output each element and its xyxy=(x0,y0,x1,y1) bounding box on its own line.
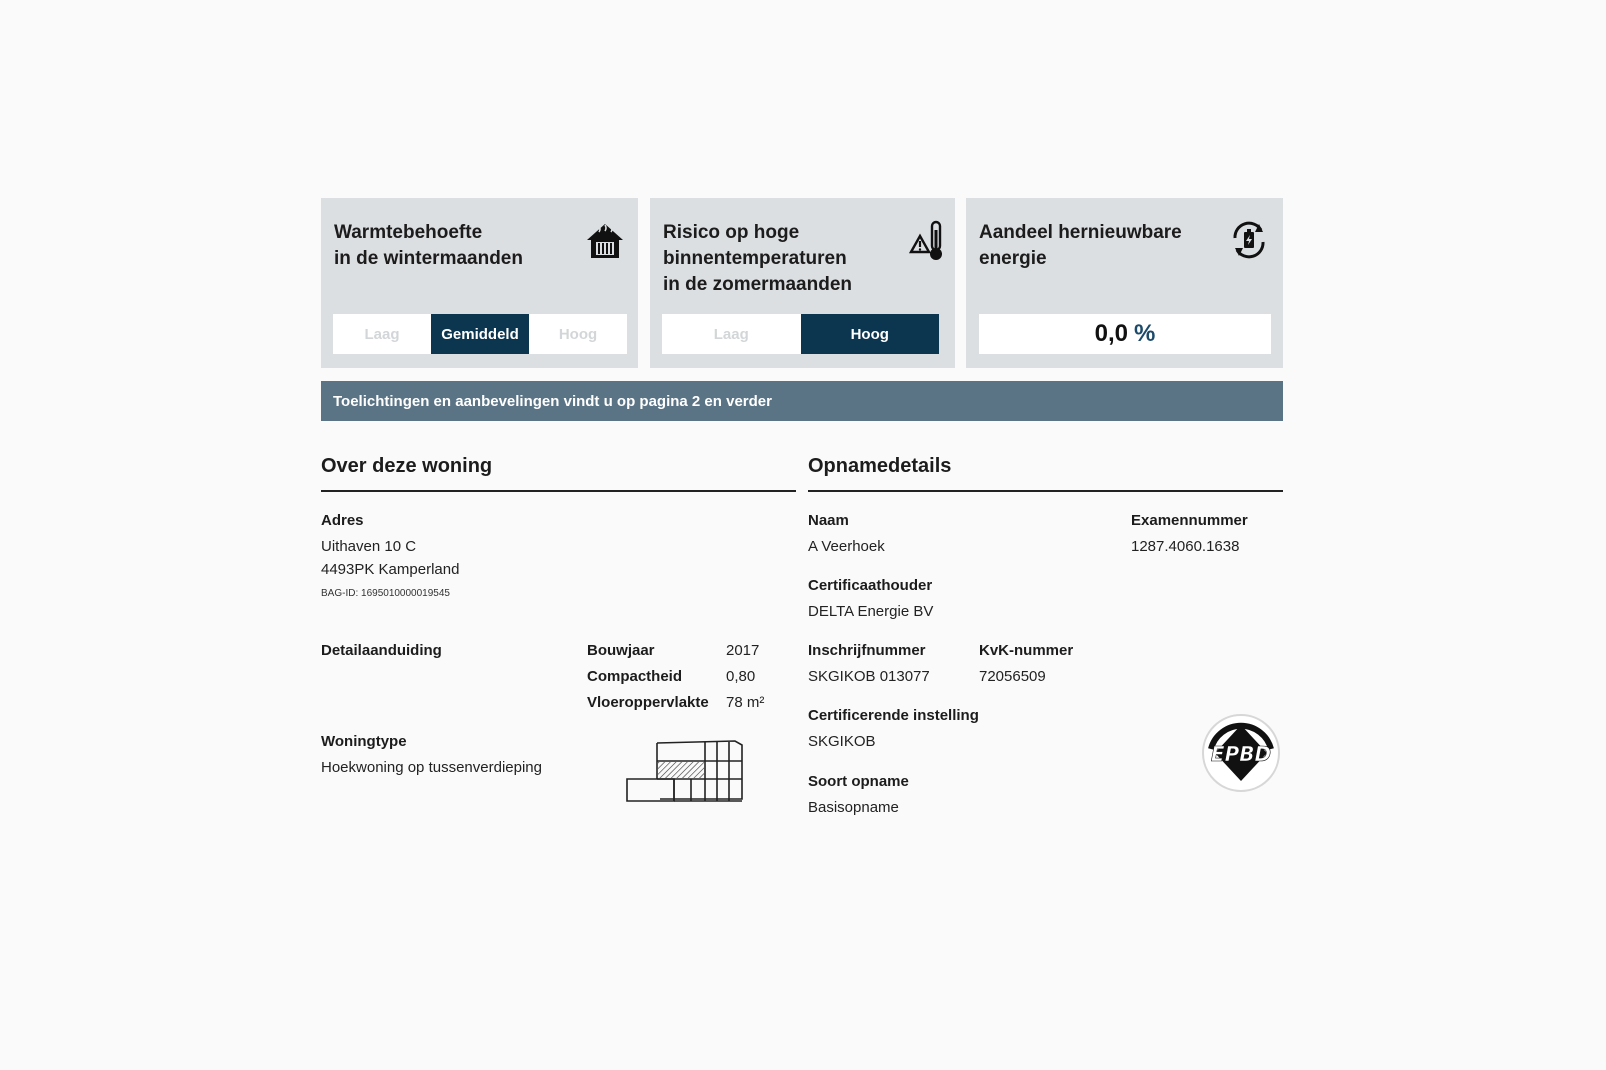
summer-risk-title: Risico op hoge binnentemperaturen in de zomermaanden xyxy=(663,222,852,295)
bag-id: BAG-ID: 1695010000019545 xyxy=(321,588,450,599)
inschrijfnummer-label: Inschrijfnummer xyxy=(808,642,926,659)
percent-unit: % xyxy=(1134,320,1156,347)
recommendations-banner: Toelichtingen en aanbevelingen vindt u op pagina 2 en verder xyxy=(321,381,1283,421)
compactheid-label: Compactheid xyxy=(587,668,683,685)
naam-label: Naam xyxy=(808,512,849,529)
recycle-battery-icon xyxy=(1227,218,1271,262)
certificerende-instelling-value: SKGIKOB xyxy=(808,733,876,750)
heat-demand-scale xyxy=(333,314,627,354)
summer-risk-scale xyxy=(662,314,939,354)
epbd-logo-text: EPBD xyxy=(1210,742,1272,766)
epbd-logo xyxy=(1199,711,1283,795)
thermometer-warning-icon xyxy=(908,218,952,262)
compactheid-value: 0,80 xyxy=(726,668,756,685)
vloeroppervlakte-value: 78 m² xyxy=(726,694,765,711)
bouwjaar-value: 2017 xyxy=(726,642,760,659)
kvk-label: KvK-nummer xyxy=(979,642,1074,659)
certificaathouder-value: DELTA Energie BV xyxy=(808,603,934,620)
address-postal-city: 4493PK Kamperland xyxy=(321,561,460,578)
section-title-woning: Over deze woning xyxy=(321,455,493,477)
examennummer-value: 1287.4060.1638 xyxy=(1131,538,1240,555)
building-position-icon xyxy=(625,739,747,803)
section-divider-woning xyxy=(321,490,796,492)
section-title-opname: Opnamedetails xyxy=(808,455,952,477)
woningtype-value: Hoekwoning op tussenverdieping xyxy=(321,759,542,776)
summer-option-hoog: Hoog xyxy=(801,314,940,354)
woningtype-label: Woningtype xyxy=(321,733,407,750)
heat-option-gemiddeld: Gemiddeld xyxy=(431,314,529,354)
summer-risk-panel xyxy=(650,198,955,368)
heat-demand-title: Warmtebehoefte in de wintermaanden xyxy=(334,222,523,269)
heat-demand-panel xyxy=(321,198,638,368)
house-heating-icon xyxy=(583,218,627,262)
summer-option-laag: Laag xyxy=(713,325,749,343)
bouwjaar-label: Bouwjaar xyxy=(587,642,655,659)
examennummer-label: Examennummer xyxy=(1131,512,1248,529)
renewable-share-value xyxy=(979,314,1271,354)
renewable-panel xyxy=(966,198,1283,368)
certificerende-instelling-label: Certificerende instelling xyxy=(808,707,979,724)
section-divider-opname xyxy=(808,490,1283,492)
address-street: Uithaven 10 C xyxy=(321,538,417,555)
heat-option-laag: Laag xyxy=(364,325,400,343)
soort-opname-label: Soort opname xyxy=(808,773,909,790)
renewable-percentage: 0,0 xyxy=(1094,320,1129,347)
renewable-title: Aandeel hernieuwbare energie xyxy=(979,222,1182,269)
detail-label: Detailaanduiding xyxy=(321,642,442,659)
vloeroppervlakte-label: Vloeroppervlakte xyxy=(587,694,709,711)
certificaathouder-label: Certificaathouder xyxy=(808,577,933,594)
naam-value: A Veerhoek xyxy=(808,538,885,555)
soort-opname-value: Basisopname xyxy=(808,799,899,816)
kvk-value: 72056509 xyxy=(979,668,1046,685)
inschrijfnummer-value: SKGIKOB 013077 xyxy=(808,668,930,685)
heat-option-hoog: Hoog xyxy=(558,325,598,343)
address-label: Adres xyxy=(321,512,364,529)
